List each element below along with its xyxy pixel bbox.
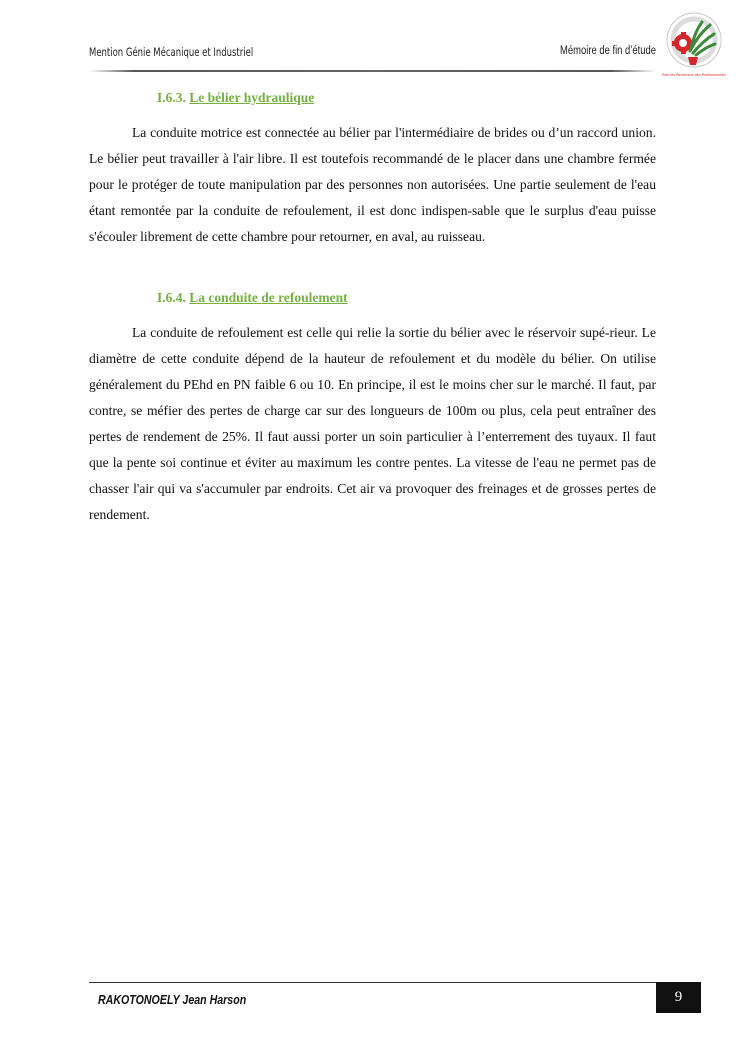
section-number: I.6.3.	[157, 90, 186, 105]
institution-logo	[660, 9, 728, 81]
section-heading-belier	[157, 90, 314, 106]
section-number: I.6.4.	[157, 290, 186, 305]
running-header-right: Mémoire de fin d’étude	[560, 45, 656, 57]
author-name: RAKOTONOELY Jean Harson	[98, 993, 247, 1007]
running-header-left: Mention Génie Mécanique et Industriel	[89, 45, 254, 59]
logo-caption: Premier Partenaire des Professionnels	[661, 73, 727, 77]
page-number: 9	[656, 982, 701, 1013]
paragraph-belier: La conduite motrice est connectée au bélier par l'intermédiaire de brides ou d’un raccord union. Le bélier peut travailler à l'air libre. Il est toutefois recommandé de le placer dans une chambre fermée pour le protéger de toute manipulation par des personnes non autorisées. Une partie seulement de l'eau étant remontée par la conduite de refoulement, il est donc indispen-sable que le surplus d'eau puisse s'écouler librement de cette chambre pour retourner, en aval, au ruisseau.	[89, 125, 656, 244]
section-heading-refoulement	[157, 290, 348, 306]
footer-divider	[89, 982, 656, 983]
section-title: La conduite de refoulement	[189, 290, 348, 305]
paragraph-refoulement: La conduite de refoulement est celle qui relie la sortie du bélier avec le réservoir supé-rieur. Le diamètre de cette conduite dépend de la hauteur de refoulement et du modèle du bélier. On utilise généralement du PEhd en PN faible 6 ou 10. En principe, il est le moins cher sur le marché. Il faut, par contre, se méfier des pertes de charge car sur des longueurs de 100m ou plus, cela peut entraîner des pertes de rendement de 25%. Il faut aussi porter un soin particulier à l’enterrement des tuyaux. Il faut que la pente soi continue et éviter au maximum les contre pentes. La vitesse de l'eau ne permet pas de chasser l'air qui va s'accumuler par endroits. Cet air va provoquer des freinages et de grosses pertes de rendement.	[89, 325, 656, 522]
header-divider	[89, 70, 656, 72]
section-title: Le bélier hydraulique	[189, 90, 315, 105]
